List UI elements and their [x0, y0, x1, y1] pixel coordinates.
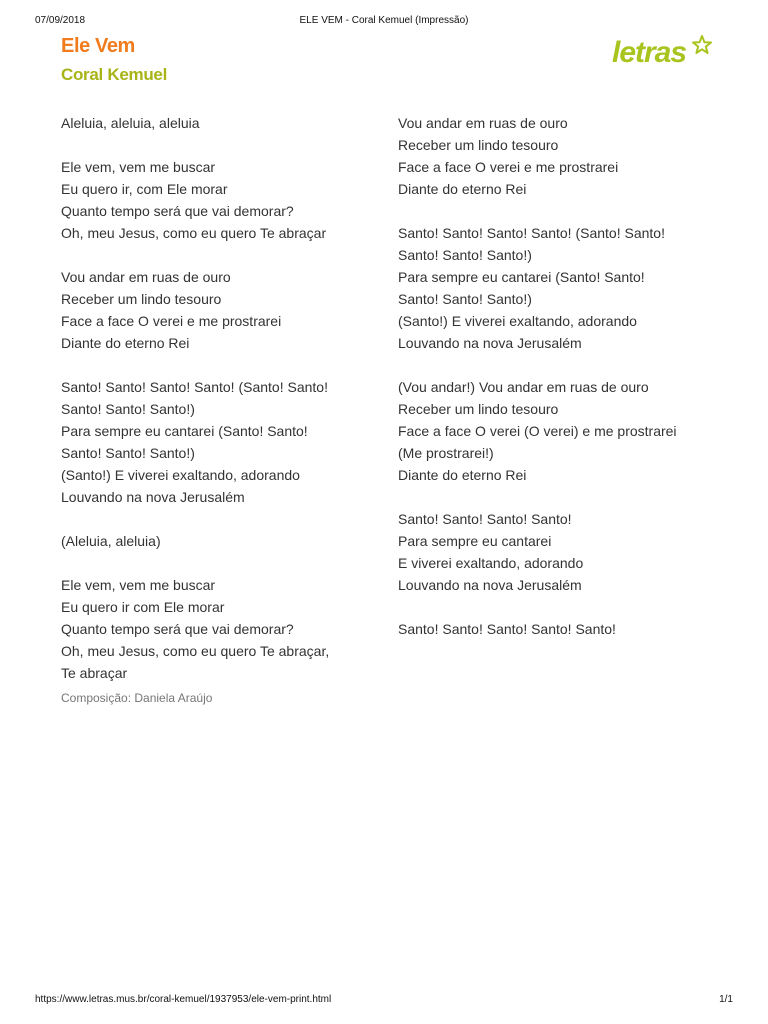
lyrics-stanza [61, 112, 381, 134]
lyric-line: Louvando na nova Jerusalém [398, 335, 582, 351]
lyric-line: Quanto tempo será que vai demorar? [61, 203, 294, 219]
lyric-line: Receber um lindo tesouro [398, 401, 559, 417]
print-footer [35, 994, 733, 1008]
lyric-line: Vou andar em ruas de ouro [398, 115, 568, 131]
lyrics-stanza [398, 222, 718, 354]
lyric-line: Santo! Santo! Santo!) [398, 247, 532, 263]
lyric-line: Para sempre eu cantarei [398, 533, 552, 549]
lyric-line: Louvando na nova Jerusalém [61, 489, 245, 505]
lyrics-stanza [398, 618, 718, 640]
lyric-line: Face a face O verei e me prostrarei [61, 313, 282, 329]
lyric-line: Santo! Santo! Santo! Santo! Santo! [398, 621, 616, 637]
composer-credit: Composição: Daniela Araújo [61, 691, 213, 705]
lyric-line: Ele vem, vem me buscar [61, 159, 216, 175]
lyric-line: Vou andar em ruas de ouro [61, 269, 231, 285]
lyric-line: E viverei exaltando, adorando [398, 555, 584, 571]
star-icon [693, 36, 711, 53]
print-header [35, 15, 733, 29]
lyric-line: Oh, meu Jesus, como eu quero Te abraçar [61, 225, 327, 241]
lyrics-stanza [61, 530, 381, 552]
lyric-line: Louvando na nova Jerusalém [398, 577, 582, 593]
lyric-line: Santo! Santo! Santo!) [398, 291, 532, 307]
lyric-line: Santo! Santo! Santo! Santo! [398, 511, 572, 527]
letras-logo[interactable] [612, 32, 712, 72]
lyric-line: Face a face O verei e me prostrarei [398, 159, 619, 175]
lyrics-stanza [61, 156, 381, 244]
lyric-line: Diante do eterno Rei [398, 467, 527, 483]
lyric-line: Santo! Santo! Santo! Santo! (Santo! Santo! [61, 379, 328, 395]
lyric-line: Santo! Santo! Santo!) [61, 401, 195, 417]
lyrics-stanza [398, 508, 718, 596]
lyric-line: Diante do eterno Rei [398, 181, 527, 197]
lyric-line: Eu quero ir, com Ele morar [61, 181, 228, 197]
lyrics-stanza [61, 574, 381, 684]
lyric-line: (Santo!) E viverei exaltando, adorando [398, 313, 637, 329]
lyric-line: Oh, meu Jesus, como eu quero Te abraçar, [61, 643, 330, 659]
lyric-line: Receber um lindo tesouro [61, 291, 222, 307]
lyrics-stanza [398, 112, 718, 200]
lyric-line: Para sempre eu cantarei (Santo! Santo! [398, 269, 645, 285]
lyric-line: (Aleluia, aleluia) [61, 533, 161, 549]
lyric-line: Diante do eterno Rei [61, 335, 190, 351]
lyric-line: Eu quero ir com Ele morar [61, 599, 225, 615]
lyric-line: Face a face O verei (O verei) e me prostrarei [398, 423, 677, 439]
lyric-line: Quanto tempo será que vai demorar? [61, 621, 294, 637]
song-title: Ele Vem [61, 35, 135, 57]
lyric-line: (Me prostrarei!) [398, 445, 494, 461]
logo-text: letras [612, 36, 687, 69]
lyric-line: Receber um lindo tesouro [398, 137, 559, 153]
page-number: 1/1 [719, 994, 733, 1005]
lyrics-stanza [61, 376, 381, 508]
lyric-line: Santo! Santo! Santo!) [61, 445, 195, 461]
lyrics-column-left [61, 112, 381, 706]
lyrics-stanza [61, 266, 381, 354]
lyrics-stanza [398, 376, 718, 486]
artist-name[interactable]: Coral Kemuel [61, 65, 167, 84]
lyric-line: (Santo!) E viverei exaltando, adorando [61, 467, 300, 483]
lyric-line: Ele vem, vem me buscar [61, 577, 216, 593]
lyric-line: (Vou andar!) Vou andar em ruas de ouro [398, 379, 649, 395]
print-title: ELE VEM - Coral Kemuel (Impressão) [299, 15, 469, 26]
print-date: 07/09/2018 [35, 15, 86, 26]
lyric-line: Te abraçar [61, 665, 128, 681]
lyric-line: Aleluia, aleluia, aleluia [61, 115, 200, 131]
lyrics-column-right [398, 112, 718, 662]
lyric-line: Santo! Santo! Santo! Santo! (Santo! Santo! [398, 225, 665, 241]
page-url: https://www.letras.mus.br/coral-kemuel/1937953/ele-vem-print.html [35, 994, 332, 1005]
lyric-line: Para sempre eu cantarei (Santo! Santo! [61, 423, 308, 439]
